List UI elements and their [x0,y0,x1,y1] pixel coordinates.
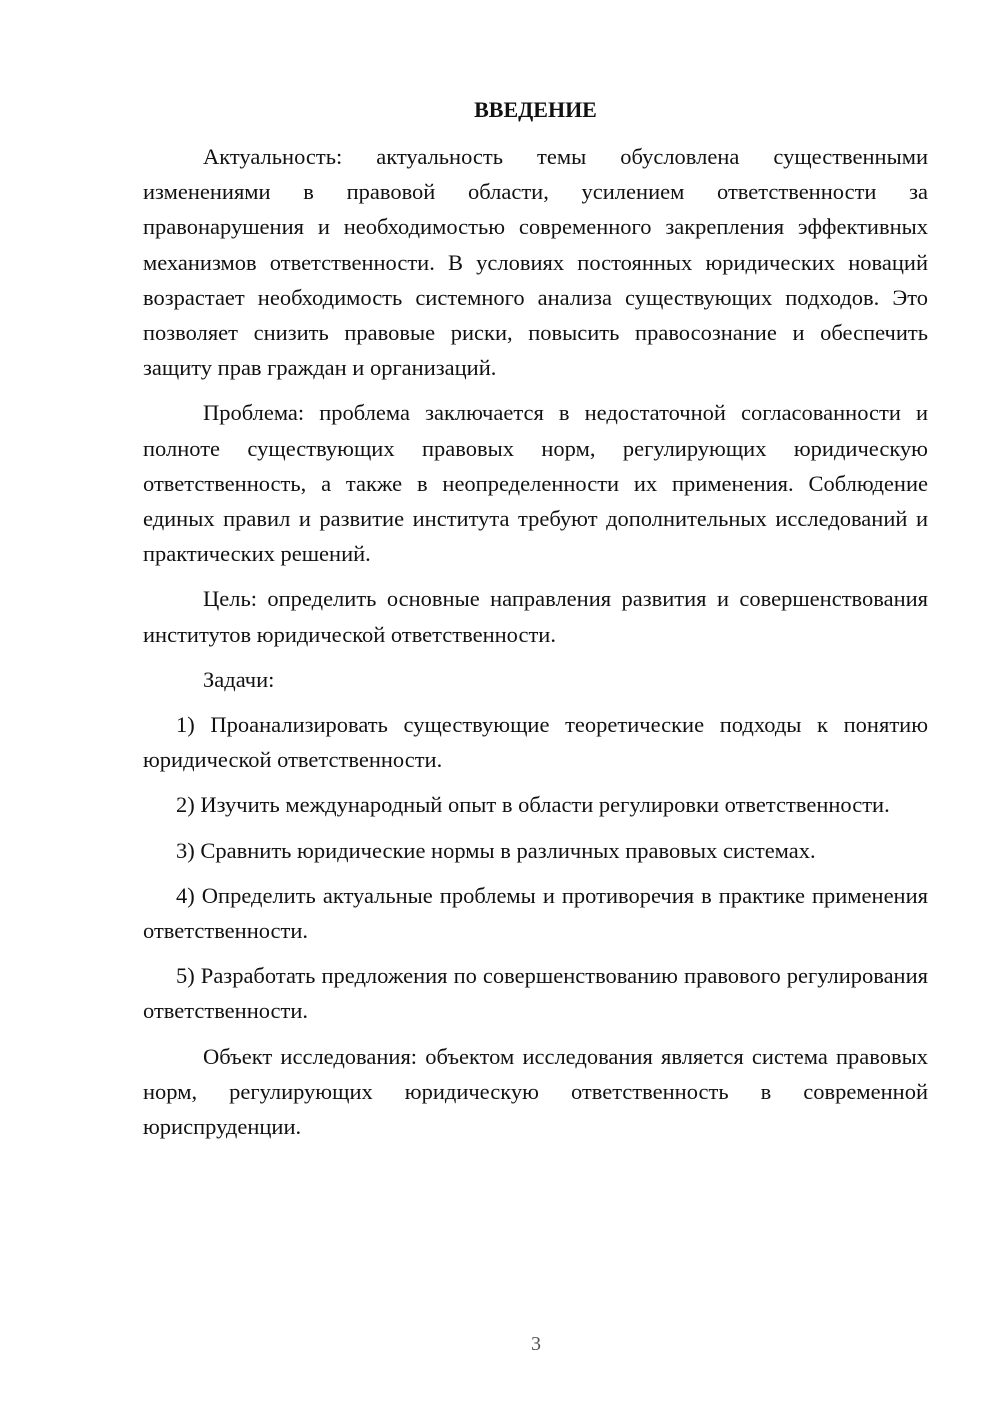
task-item-5: 5) Разработать предложения по совершенствованию правового регулирования ответственности. [143,963,928,1024]
object-paragraph: Объект исследования: объектом исследования является система правовых норм, регулирующих юридическую ответственность в современной юриспруденции. [143,1043,928,1140]
tasks-heading: Задачи: [203,666,275,692]
relevance-paragraph: Актуальность: актуальность темы обусловлена существенными изменениями в правовой области, усилением ответственности за правонарушения и необходимостью современного закрепления эффективных механизмов ответственности. В условиях постоянных юридических новаций возрастает необходимость системного анализа существующих подходов. Это позволяет снизить правовые риски, повысить правосознание и обеспечить защиту прав граждан и организаций. [143,144,928,381]
problem-paragraph: Проблема: проблема заключается в недостаточной согласованности и полноте существующих правовых норм, регулирующих юридическую ответственность, а также в неопределенности их применения. Соблюдение единых правил и развитие института требуют дополнительных исследований и практических решений. [143,400,928,567]
task-item-3: 3) Сравнить юридические нормы в различных правовых системах. [176,837,816,863]
task-item-4: 4) Определить актуальные проблемы и противоречия в практике применения ответственности. [143,882,928,944]
task-item-1: 1) Проанализировать существующие теоретические подходы к понятию юридической ответственности. [143,712,928,773]
document-page [143,92,928,1144]
section-title: ВВЕДЕНИЕ [474,97,597,122]
page-number: 3 [531,1333,541,1355]
task-item-2: 2) Изучить международный опыт в области регулировки ответственности. [176,792,890,818]
goal-paragraph: Цель: определить основные направления развития и совершенствования институтов юридической ответственности. [143,586,928,647]
